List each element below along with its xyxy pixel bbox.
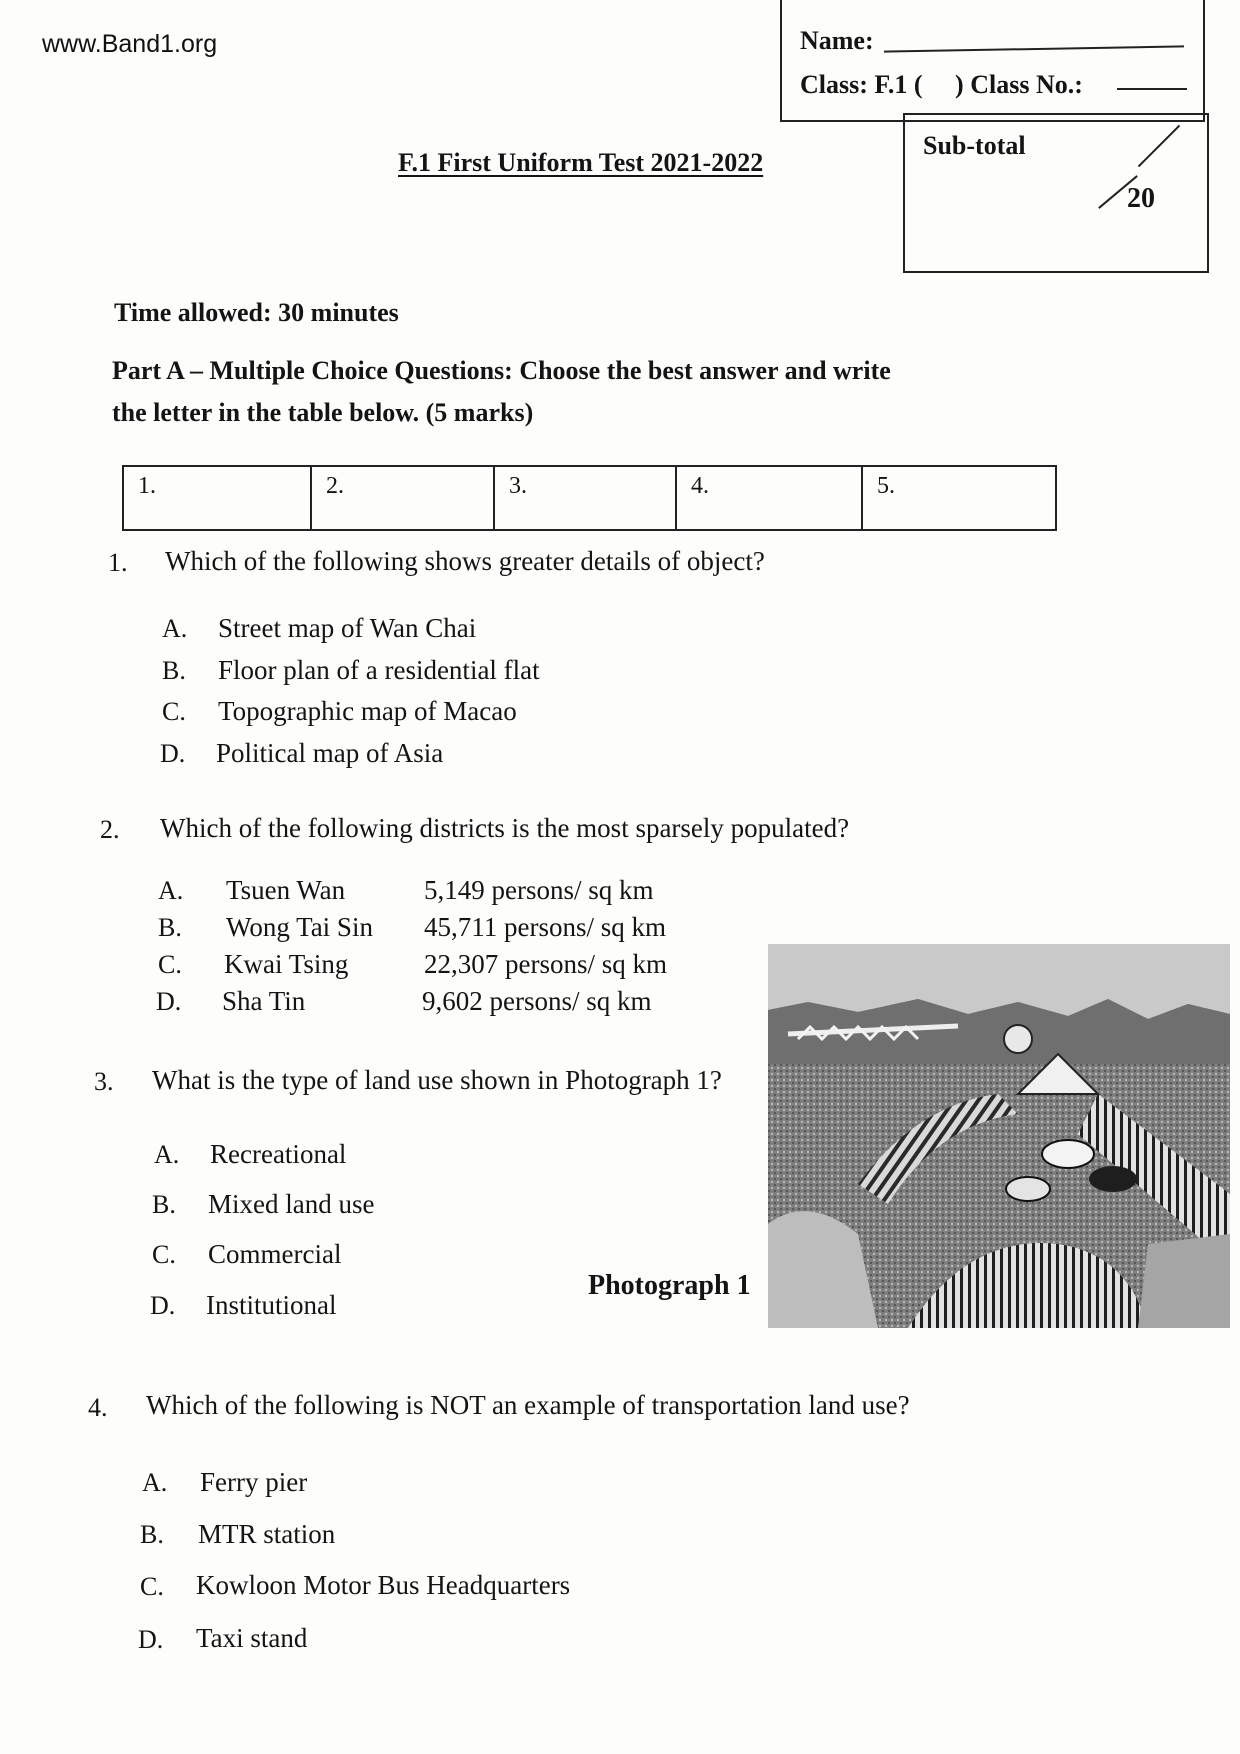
time-allowed: Time allowed: 30 minutes	[114, 298, 399, 327]
photo-image	[768, 944, 1230, 1328]
option-letter: A.	[162, 614, 188, 643]
answer-cell-3[interactable]: 3.	[495, 467, 677, 529]
question-number: 1.	[108, 548, 128, 577]
population-density: 45,711 persons/ sq km	[424, 912, 666, 942]
answer-table	[122, 465, 1057, 531]
answer-cell-1[interactable]: 1.	[124, 467, 312, 529]
question-number: 2.	[100, 815, 120, 844]
option-letter: B.	[162, 656, 186, 685]
option-text: Floor plan of a residential flat	[218, 655, 540, 685]
answer-cell-5[interactable]: 5.	[877, 473, 895, 499]
option-letter: A.	[154, 1140, 180, 1169]
population-density: 22,307 persons/ sq km	[424, 949, 667, 979]
option-letter: B.	[158, 913, 182, 942]
option-letter: D.	[160, 739, 186, 768]
population-density: 5,149 persons/ sq km	[424, 875, 654, 905]
option-letter: C.	[158, 950, 182, 979]
option-text: MTR station	[198, 1519, 336, 1549]
option-text: Mixed land use	[208, 1189, 375, 1219]
district-name: Wong Tai Sin	[226, 912, 373, 942]
class-no-field[interactable]	[1117, 88, 1187, 90]
name-field[interactable]	[884, 45, 1184, 52]
answer-cell-2[interactable]: 2.	[312, 467, 495, 529]
option-text: Kowloon Motor Bus Headquarters	[196, 1570, 571, 1600]
option-letter: C.	[140, 1572, 164, 1601]
subtotal-label: Sub-total	[923, 131, 1026, 160]
photograph-amusement-park	[768, 944, 1230, 1328]
answer-cell-4[interactable]: 4.	[677, 467, 863, 529]
option-text: Institutional	[206, 1290, 337, 1320]
district-name: Kwai Tsing	[224, 949, 349, 979]
subtotal-box	[903, 113, 1209, 273]
question-text: Which of the following is NOT an example of transportation land use?	[146, 1390, 910, 1420]
option-letter: A.	[142, 1468, 168, 1497]
option-text: Ferry pier	[200, 1467, 308, 1497]
option-text: Taxi stand	[196, 1623, 308, 1653]
option-text: Recreational	[210, 1139, 347, 1169]
question-number: 3.	[94, 1067, 114, 1096]
option-text: Topographic map of Macao	[218, 696, 517, 726]
name-label: Name:	[800, 26, 874, 55]
district-name: Tsuen Wan	[226, 875, 346, 905]
option-letter: D.	[138, 1625, 164, 1654]
option-letter: A.	[158, 876, 184, 905]
option-text: Political map of Asia	[216, 738, 444, 768]
site-watermark: www.Band1.org	[42, 30, 218, 58]
option-letter: D.	[150, 1291, 176, 1320]
option-letter: D.	[156, 987, 182, 1016]
photo-caption: Photograph 1	[588, 1270, 751, 1301]
option-text: Commercial	[208, 1239, 342, 1269]
score-slash-mark	[1138, 125, 1180, 167]
option-text: Street map of Wan Chai	[218, 613, 477, 643]
question-text: Which of the following districts is the most sparsely populated?	[160, 813, 850, 843]
question-number: 4.	[88, 1393, 108, 1422]
option-letter: C.	[152, 1240, 176, 1269]
part-a-instructions: Part A – Multiple Choice Questions: Choose the best answer and write the letter in the table below. (5 marks)	[112, 356, 891, 427]
subtotal-max: 20	[1127, 183, 1155, 214]
population-density: 9,602 persons/ sq km	[422, 986, 652, 1016]
page-title: F.1 First Uniform Test 2021-2022	[398, 148, 764, 177]
student-info-box	[780, 0, 1205, 122]
option-letter: C.	[162, 697, 186, 726]
district-name: Sha Tin	[222, 986, 306, 1016]
option-letter: B.	[140, 1520, 164, 1549]
question-text: What is the type of land use shown in Photograph 1?	[152, 1065, 722, 1095]
option-letter: B.	[152, 1190, 176, 1219]
question-text: Which of the following shows greater details of object?	[165, 546, 765, 576]
class-label: Class: F.1 ( ) Class No.:	[800, 70, 1083, 99]
